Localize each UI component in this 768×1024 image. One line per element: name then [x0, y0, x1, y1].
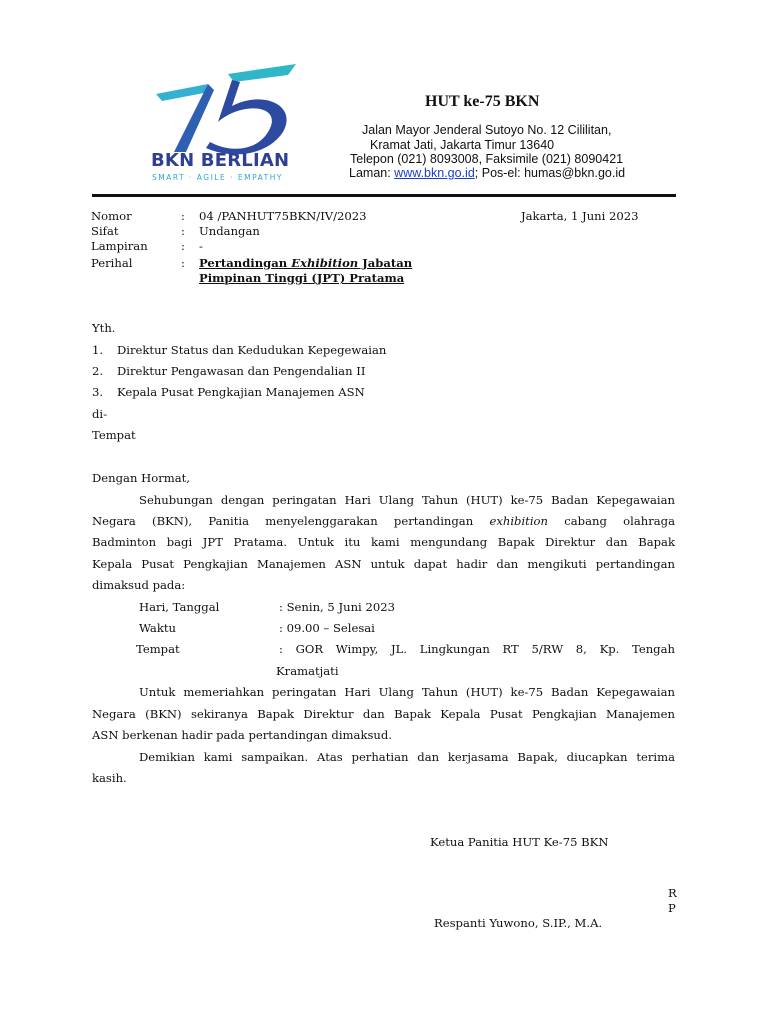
perihal-line-1: Pertandingan Exhibition Jabatan	[199, 256, 413, 270]
email-text: ; Pos-el: humas@bkn.go.id	[474, 166, 626, 180]
sifat-value: Undangan	[199, 224, 260, 238]
logo-tagline: SMART · AGILE · EMPATHY	[152, 173, 283, 182]
recipient-1: Direktur Status dan Kedudukan Kepegewaian	[117, 343, 387, 357]
sifat-colon: :	[181, 224, 185, 238]
letterhead-title: HUT ke-75 BKN	[425, 93, 540, 110]
hari-value: : Senin, 5 Juni 2023	[279, 600, 395, 614]
signatory-name: Respanti Yuwono, S.IP., M.A.	[434, 916, 603, 930]
p1-line-3: Badminton bagi JPT Pratama. Untuk itu kami mengundang Bapak Direktur dan Bapak	[92, 535, 675, 549]
waktu-value: : 09.00 – Selesai	[279, 621, 375, 635]
recipient-1-num: 1.	[92, 343, 104, 357]
p2-line-3: ASN berkenan hadir pada pertandingan dimaksud.	[92, 728, 393, 742]
web-prefix: Laman:	[349, 166, 395, 180]
salutation: Dengan Hormat,	[92, 471, 190, 485]
nomor-value: 04 /PANHUT75BKN/IV/2023	[199, 209, 367, 223]
p1-line-2: Negara (BKN), Panitia menyelenggarakan pertandingan exhibition cabang olahraga	[92, 514, 675, 528]
address-line-2: Kramat Jati, Jakarta Timur 13640	[370, 138, 555, 152]
logo-brand-text: BKN BERLIAN	[151, 150, 290, 171]
p2-line-1: Untuk memeriahkan peringatan Hari Ulang Tahun (HUT) ke-75 Badan Kepegawaian	[139, 685, 675, 699]
p1-line-1: Sehubungan dengan peringatan Hari Ulang Tahun (HUT) ke-75 Badan Kepegawaian	[139, 493, 675, 507]
p3-line-2: kasih.	[92, 771, 127, 785]
yth-text: Yth.	[92, 321, 116, 335]
sifat-label: Sifat	[91, 224, 119, 238]
place-date: Jakarta, 1 Juni 2023	[521, 209, 639, 223]
perihal-colon: :	[181, 256, 185, 270]
lampiran-colon: :	[181, 239, 185, 253]
signature-initial-p: P	[668, 901, 676, 915]
p3-line-1: Demikian kami sampaikan. Atas perhatian dan kerjasama Bapak, diucapkan terima	[139, 750, 675, 764]
logo-five-body	[206, 80, 287, 154]
recipient-3: Kepala Pusat Pengkajian Manajemen ASN	[117, 385, 365, 399]
signature-initial-r: R	[668, 886, 677, 900]
phone-line: Telepon (021) 8093008, Faksimile (021) 8090421	[350, 152, 624, 166]
nomor-label: Nomor	[91, 209, 132, 223]
website-link[interactable]: www.bkn.go.id	[394, 166, 475, 180]
signature-title: Ketua Panitia HUT Ke-75 BKN	[430, 835, 609, 849]
di-text: di-	[92, 407, 108, 421]
web-line	[349, 166, 625, 180]
p2-line-2: Negara (BKN) sekiranya Bapak Direktur dan Bapak Kepala Pusat Pengkajian Manajemen	[92, 707, 675, 721]
tempat-value-1: : GOR Wimpy, JL. Lingkungan RT 5/RW 8, Kp. Tengah	[279, 642, 675, 656]
perihal-label: Perihal	[91, 256, 133, 270]
waktu-label: Waktu	[139, 621, 176, 635]
address-line-1: Jalan Mayor Jenderal Sutoyo No. 12 Cililitan,	[362, 123, 612, 137]
recipient-2: Direktur Pengawasan dan Pengendalian II	[117, 364, 366, 378]
p1-line-4: Kepala Pusat Pengkajian Manajemen ASN untuk dapat hadir dan mengikuti pertandingan	[92, 557, 675, 571]
lampiran-label: Lampiran	[91, 239, 148, 253]
recipient-3-num: 3.	[92, 385, 104, 399]
recipient-2-num: 2.	[92, 364, 104, 378]
logo-five-top	[228, 64, 296, 82]
logo-seven-top	[156, 84, 208, 101]
perihal-line-2: Pimpinan Tinggi (JPT) Pratama	[199, 271, 405, 285]
nomor-colon: :	[181, 209, 185, 223]
p1-line-5: dimaksud pada:	[92, 578, 186, 592]
tempat-label: Tempat	[136, 642, 180, 656]
header-divider	[92, 194, 676, 197]
tempat-value-2: Kramatjati	[276, 664, 339, 678]
hari-label: Hari, Tanggal	[139, 600, 220, 614]
tempat-text: Tempat	[92, 428, 136, 442]
lampiran-value: -	[199, 239, 203, 253]
